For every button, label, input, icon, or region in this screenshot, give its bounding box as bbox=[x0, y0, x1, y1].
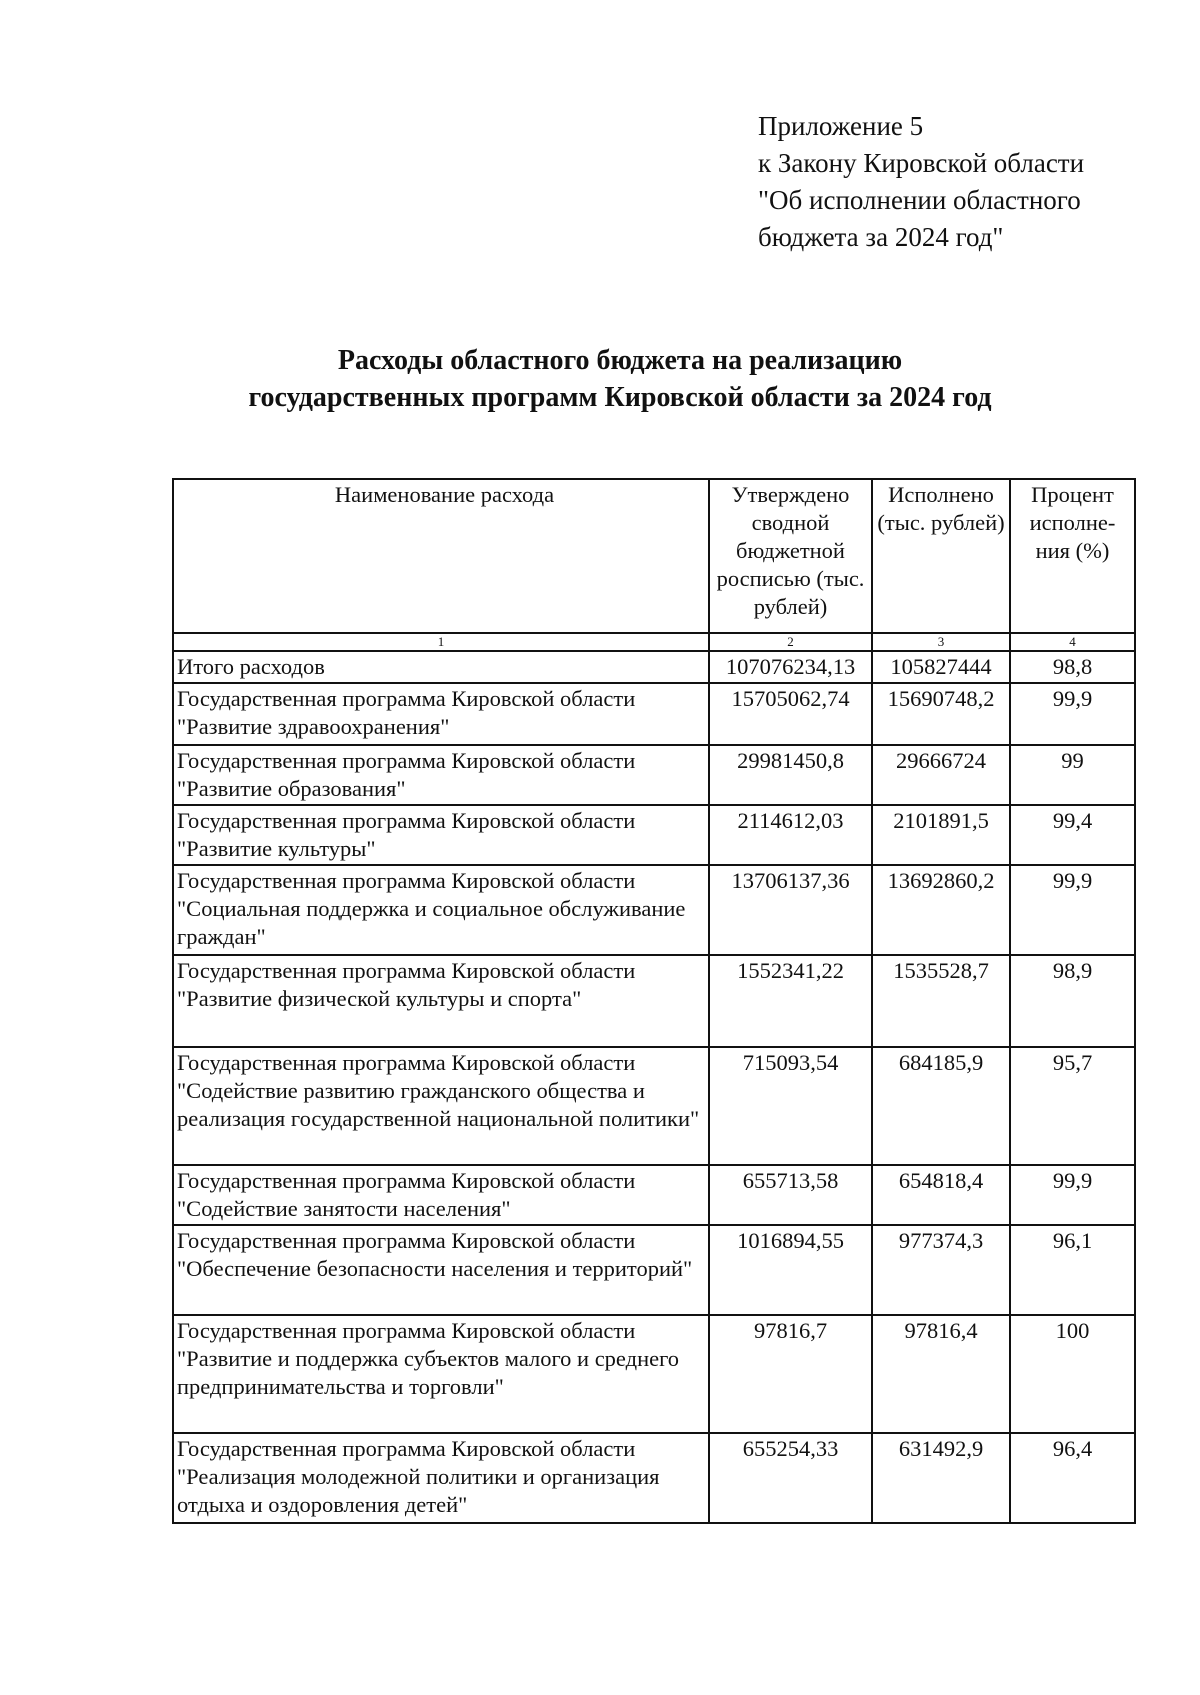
executed-amount: 2101891,5 bbox=[872, 805, 1010, 865]
program-name: Государственная программа Кировской области "Развитие образования" bbox=[173, 745, 709, 805]
title-line-2: государственных программ Кировской области за 2024 год bbox=[248, 382, 992, 413]
program-name: Государственная программа Кировской области "Содействие развитию гражданского общества и реализация государственной национальной политики" bbox=[173, 1047, 709, 1165]
column-number: 3 bbox=[872, 633, 1010, 651]
table-row bbox=[173, 1433, 1135, 1523]
program-name: Государственная программа Кировской области "Реализация молодежной политики и организация отдыха и оздоровления детей" bbox=[173, 1433, 709, 1523]
program-name: Государственная программа Кировской области "Содействие занятости населения" bbox=[173, 1165, 709, 1225]
execution-percent: 99,9 bbox=[1010, 1165, 1135, 1225]
execution-percent: 98,9 bbox=[1010, 955, 1135, 1047]
execution-percent: 100 bbox=[1010, 1315, 1135, 1433]
approved-amount: 29981450,8 bbox=[709, 745, 872, 805]
table-row bbox=[173, 683, 1135, 745]
program-name: Государственная программа Кировской области "Социальная поддержка и социальное обслуживание граждан" bbox=[173, 865, 709, 955]
executed-amount: 977374,3 bbox=[872, 1225, 1010, 1315]
table-row bbox=[173, 865, 1135, 955]
execution-percent: 99,4 bbox=[1010, 805, 1135, 865]
execution-percent: 95,7 bbox=[1010, 1047, 1135, 1165]
table-header-row bbox=[173, 479, 1135, 633]
executed-amount: 654818,4 bbox=[872, 1165, 1010, 1225]
table-row bbox=[173, 1047, 1135, 1165]
approved-amount: 13706137,36 bbox=[709, 865, 872, 955]
total-approved: 107076234,13 bbox=[709, 651, 872, 683]
program-name: Государственная программа Кировской области "Развитие здравоохранения" bbox=[173, 683, 709, 745]
executed-amount: 29666724 bbox=[872, 745, 1010, 805]
column-number: 4 bbox=[1010, 633, 1135, 651]
execution-percent: 96,1 bbox=[1010, 1225, 1135, 1315]
table-row bbox=[173, 745, 1135, 805]
execution-percent: 99 bbox=[1010, 745, 1135, 805]
header-approved: Утверждено сводной бюджетной росписью (тыс. рублей) bbox=[709, 479, 872, 633]
appendix-line: Приложение 5 bbox=[758, 111, 924, 141]
total-executed: 105827444 bbox=[872, 651, 1010, 683]
executed-amount: 97816,4 bbox=[872, 1315, 1010, 1433]
column-number: 2 bbox=[709, 633, 872, 651]
total-row bbox=[173, 651, 1135, 683]
appendix-note bbox=[758, 108, 1084, 256]
approved-amount: 1552341,22 bbox=[709, 955, 872, 1047]
header-executed: Исполнено (тыс. рублей) bbox=[872, 479, 1010, 633]
approved-amount: 1016894,55 bbox=[709, 1225, 872, 1315]
approved-amount: 15705062,74 bbox=[709, 683, 872, 745]
header-percent: Процент исполне-ния (%) bbox=[1010, 479, 1135, 633]
program-name: Государственная программа Кировской области "Обеспечение безопасности населения и территорий" bbox=[173, 1225, 709, 1315]
table-row bbox=[173, 1315, 1135, 1433]
document-title bbox=[160, 342, 1080, 416]
table-row bbox=[173, 1165, 1135, 1225]
total-percent: 98,8 bbox=[1010, 651, 1135, 683]
table-row bbox=[173, 805, 1135, 865]
table-row bbox=[173, 955, 1135, 1047]
executed-amount: 13692860,2 bbox=[872, 865, 1010, 955]
executed-amount: 684185,9 bbox=[872, 1047, 1010, 1165]
appendix-line: бюджета за 2024 год" bbox=[758, 222, 1004, 252]
column-number-row bbox=[173, 633, 1135, 651]
header-name: Наименование расхода bbox=[173, 479, 709, 633]
program-name: Государственная программа Кировской области "Развитие физической культуры и спорта" bbox=[173, 955, 709, 1047]
execution-percent: 99,9 bbox=[1010, 865, 1135, 955]
total-label: Итого расходов bbox=[173, 651, 709, 683]
budget-table bbox=[172, 478, 1136, 1524]
program-name: Государственная программа Кировской области "Развитие и поддержка субъектов малого и среднего предпринимательства и торговли" bbox=[173, 1315, 709, 1433]
executed-amount: 15690748,2 bbox=[872, 683, 1010, 745]
approved-amount: 655254,33 bbox=[709, 1433, 872, 1523]
title-line-1: Расходы областного бюджета на реализацию bbox=[337, 345, 903, 376]
table-row bbox=[173, 1225, 1135, 1315]
executed-amount: 631492,9 bbox=[872, 1433, 1010, 1523]
executed-amount: 1535528,7 bbox=[872, 955, 1010, 1047]
approved-amount: 655713,58 bbox=[709, 1165, 872, 1225]
appendix-line: "Об исполнении областного bbox=[758, 185, 1081, 215]
approved-amount: 97816,7 bbox=[709, 1315, 872, 1433]
column-number: 1 bbox=[173, 633, 709, 651]
program-name: Государственная программа Кировской области "Развитие культуры" bbox=[173, 805, 709, 865]
execution-percent: 99,9 bbox=[1010, 683, 1135, 745]
appendix-line: к Закону Кировской области bbox=[758, 148, 1085, 178]
execution-percent: 96,4 bbox=[1010, 1433, 1135, 1523]
approved-amount: 715093,54 bbox=[709, 1047, 872, 1165]
approved-amount: 2114612,03 bbox=[709, 805, 872, 865]
